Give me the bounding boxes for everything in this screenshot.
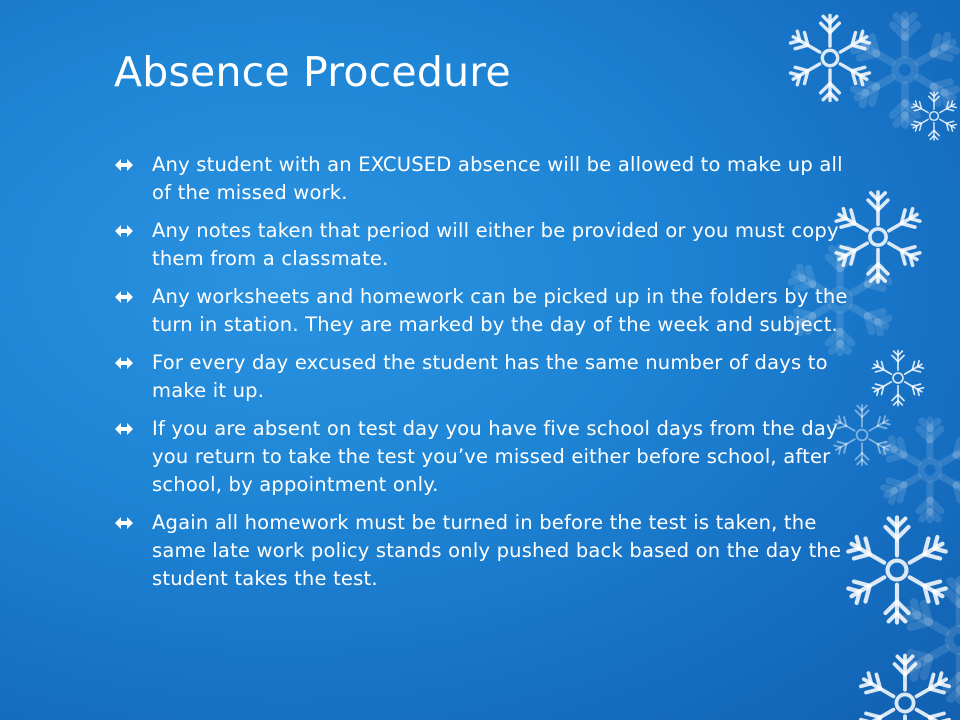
diamond-arrow-icon	[114, 224, 134, 238]
bullet-text: For every day excused the student has the same number of days to make it up.	[152, 351, 828, 402]
diamond-arrow-icon	[114, 290, 134, 304]
bullet-text: Any worksheets and homework can be picked up in the folders by the turn in station. They are marked by the day of the week and subject.	[152, 285, 848, 336]
diamond-arrow-icon	[114, 422, 134, 436]
slide-title: Absence Procedure	[114, 48, 511, 96]
bullet-list	[114, 151, 854, 603]
bullet-text: If you are absent on test day you have five school days from the day you return to take the test you’ve missed either before school, after school, by appointment only.	[152, 417, 838, 496]
list-item	[114, 415, 854, 499]
bullet-text: Any notes taken that period will either be provided or you must copy them from a classmate.	[152, 219, 839, 270]
list-item	[114, 509, 854, 593]
list-item	[114, 349, 854, 405]
diamond-arrow-icon	[114, 516, 134, 530]
diamond-arrow-icon	[114, 356, 134, 370]
bullet-text: Any student with an EXCUSED absence will be allowed to make up all of the missed work.	[152, 153, 843, 204]
list-item	[114, 283, 854, 339]
bullet-text: Again all homework must be turned in before the test is taken, the same late work policy stands only pushed back based on the day the student takes the test.	[152, 511, 842, 590]
list-item	[114, 151, 854, 207]
list-item	[114, 217, 854, 273]
diamond-arrow-icon	[114, 158, 134, 172]
